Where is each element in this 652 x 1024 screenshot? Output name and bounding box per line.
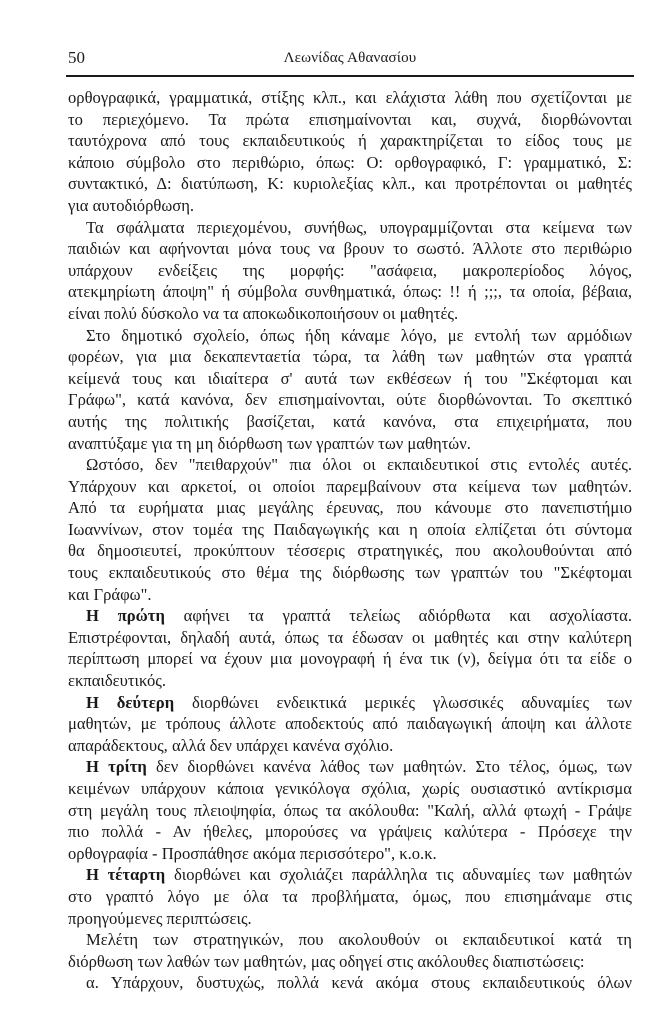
paragraph (68, 87, 632, 217)
paragraph (68, 929, 632, 972)
text-line (68, 497, 632, 519)
line-text: Τα σφάλματα περιεχομένου, συνήθως, υπογραμμίζονται στα κείμενα των (86, 217, 632, 237)
text-line (68, 886, 632, 908)
paragraph (68, 864, 632, 929)
line-text: μαθητών, με τρόπους άλλοτε αποδεκτούς από παιδαγωγική άποψη και άλλοτε (68, 714, 632, 734)
text-line (68, 173, 632, 195)
line-text: στο γραπτό λόγο με όλα τα προβλήματα, όμως, που επισημάναμε στις (68, 886, 632, 906)
text-line (68, 389, 632, 411)
text-line (68, 325, 632, 347)
text-line (68, 346, 632, 368)
paragraph (68, 972, 632, 994)
line-text: ταυτόχρονα από τους εκπαιδευτικούς ή χαρακτηρίζεται το είδος τους με (68, 131, 632, 151)
strategy-heading: Η τρίτη (86, 757, 147, 777)
text-line (68, 627, 632, 649)
paragraph (68, 692, 632, 757)
line-text: ορθογραφικά, γραμματικά, στίξης κλπ., και ελάχιστα λάθη που σχετίζονται με (68, 88, 632, 107)
text-line (68, 260, 632, 282)
text-line (68, 562, 632, 584)
strategy-heading: Η πρώτη (86, 606, 165, 626)
paragraph (68, 756, 632, 864)
text-line (68, 713, 632, 735)
text-line (68, 238, 632, 260)
line-text: στη μεγάλη τους πλειοψηφία, όπως τα ακόλουθα: "Καλή, αλλά φτωχή - Γράψε (68, 800, 632, 820)
header-rule (66, 75, 634, 77)
text-line (68, 476, 632, 498)
text-line (68, 152, 632, 174)
text-line (68, 411, 632, 433)
line-text: αναπτύξαμε για τη μη διόρθωση των γραπτών των μαθητών. (68, 433, 471, 453)
text-line (68, 87, 632, 109)
line-text: Από τα ευρήματα μιας μεγάλης έρευνας, που κάνουμε στο πανεπιστήμιο (68, 498, 632, 518)
text-line (68, 972, 632, 994)
text-line (68, 843, 632, 865)
text-line (68, 217, 632, 239)
text-line (68, 454, 632, 476)
line-text: Μελέτη των στρατηγικών, που ακολουθούν οι εκπαιδευτικοί κατά τη (86, 930, 632, 950)
line-text: δεν διορθώνει κανένα λάθος των μαθητών. Στο τέλος, όμως, των (146, 757, 632, 777)
line-text: αυτής της πολιτικής βασίζεται, κατά κανόνα, στα επιχειρήματα, που (68, 411, 632, 431)
line-text: Υπάρχουν και αρκετοί, οι οποίοι παρεμβαίνουν στα κείμενα των μαθητών. (68, 476, 632, 496)
text-line (68, 908, 632, 930)
text-line (68, 281, 632, 303)
text-line (68, 735, 632, 757)
line-text: για αυτοδιόρθωση. (68, 195, 195, 215)
page-header (68, 48, 632, 74)
line-text: προηγούμενες περιπτώσεις. (68, 908, 252, 928)
line-text: Ιωαννίνων, στον τομέα της Παιδαγωγικής και η οποία ελπίζεται ότι σύντομα (68, 519, 632, 539)
paragraph (68, 325, 632, 455)
line-text: Επιστρέφονται, δηλαδή αυτά, όπως τα έδωσαν οι μαθητές και στην καλύτερη (68, 627, 632, 647)
paragraph (68, 605, 632, 691)
line-text: είναι πολύ δύσκολο να τα αποκωδικοποιήσουν οι μαθητές. (68, 303, 459, 323)
line-text: κάποιο σύμβολο στο περιθώριο, όπως: Ο: ορθογραφικό, Γ: γραμματικό, Σ: (68, 152, 632, 172)
line-text: αφήνει τα γραπτά τελείως αδιόρθωτα και ασχολίαστα. (164, 606, 633, 626)
text-line (68, 692, 632, 714)
strategy-heading: Η δεύτερη (86, 692, 175, 712)
line-text: θα δημοσιευτεί, προκύπτουν τέσσερις στρατηγικές, που ακολουθούνται από (68, 541, 632, 561)
line-text: συντακτικό, Δ: διατύπωση, Κ: κυριολεξίας κλπ., και προτρέπονται οι μαθητές (68, 174, 632, 194)
line-text: διορθώνει ενδεικτικά μερικές γλωσσικές αδυναμίες των (174, 692, 632, 712)
page-body (68, 87, 632, 994)
text-line (68, 605, 632, 627)
text-line (68, 670, 632, 692)
paragraph (68, 217, 632, 325)
strategy-heading: Η τέταρτη (86, 865, 166, 885)
line-text: α. Υπάρχουν, δυστυχώς, πολλά κενά ακόμα στους εκπαιδευτικούς όλων (86, 973, 632, 993)
line-text: κειμένων υπάρχουν κάποια γενικόλογα σχόλια, χωρίς ουσιαστικό αντίκρισμα (68, 779, 632, 798)
text-line (68, 519, 632, 541)
text-line (68, 864, 632, 886)
line-text: διόρθωση των λαθών των μαθητών, μας οδηγεί στις ακόλουθες διαπιστώσεις: (68, 951, 585, 971)
text-line (68, 130, 632, 152)
text-line (68, 109, 632, 131)
line-text: Ωστόσο, δεν "πειθαρχούν" πια όλοι οι εκπαιδευτικοί στις εντολές αυτές. (86, 455, 632, 475)
text-line (68, 951, 632, 973)
line-text: διορθώνει και σχολιάζει παράλληλα τις αδυναμίες των μαθητών (165, 865, 633, 885)
line-text: υπάρχουν ενδείξεις της μορφής: "ασάφεια, μακροπερίοδος λόγος, (68, 260, 632, 280)
text-line (68, 778, 632, 800)
line-text: απαράδεκτους, αλλά δεν υπάρχει κανένα σχόλιο. (68, 735, 394, 755)
text-line (68, 929, 632, 951)
text-line (68, 821, 632, 843)
text-line (68, 368, 632, 390)
paragraph (68, 454, 632, 605)
text-line (68, 433, 632, 455)
line-text: ατεκμηρίωτη άποψη" ή σύμβολα συνθηματικά, όπως: !! ή ;;;, τα οποία, βέβαια, (68, 282, 632, 302)
running-title: Λεωνίδας Αθανασίου (283, 50, 417, 66)
line-text: εκπαιδευτικός. (68, 671, 167, 691)
text-line (68, 540, 632, 562)
text-line (68, 756, 632, 778)
line-text: τους εκπαιδευτικούς στο θέμα της διόρθωσης των γραπτών του "Σκέφτομαι (68, 563, 632, 583)
line-text: παιδιών και αφήνονται μόνα τους να βρουν το σωστό. Άλλοτε στο περιθώριο (68, 239, 632, 259)
line-text: Στο δημοτικό σχολείο, όπως ήδη κάναμε λόγο, με εντολή των αρμόδιων (86, 325, 632, 345)
line-text: και Γράφω". (68, 584, 152, 604)
line-text: περίπτωση μπορεί να έχουν μια μονογραφή ή ένα τικ (ν), δείγμα ότι τα είδε ο (68, 649, 632, 669)
page-number: 50 (68, 48, 85, 67)
line-text: πιο πολλά - Αν ήθελες, μπορούσες να γράψεις καλύτερα - Πρόσεχε την (68, 822, 632, 842)
text-line (68, 648, 632, 670)
line-text: ορθογραφία - Προσπάθησε ακόμα περισσότερο", κ.ο.κ. (68, 843, 437, 863)
line-text: Γράφω", κατά κανόνα, δεν επισημαίνονται, ούτε διορθώνονται. Το σκεπτικό (68, 390, 632, 410)
text-line (68, 800, 632, 822)
line-text: κείμενά τους και ιδιαίτερα σ' αυτά των εκθέσεων ή του "Σκέφτομαι και (68, 368, 632, 388)
line-text: φορέων, για μια δεκαπενταετία τώρα, τα λάθη των μαθητών στα γραπτά (68, 347, 632, 367)
text-line (68, 303, 632, 325)
text-line (68, 584, 632, 606)
line-text: το περιεχόμενο. Τα πρώτα επισημαίνονται και, συχνά, διορθώνονται (68, 109, 632, 129)
text-line (68, 195, 632, 217)
